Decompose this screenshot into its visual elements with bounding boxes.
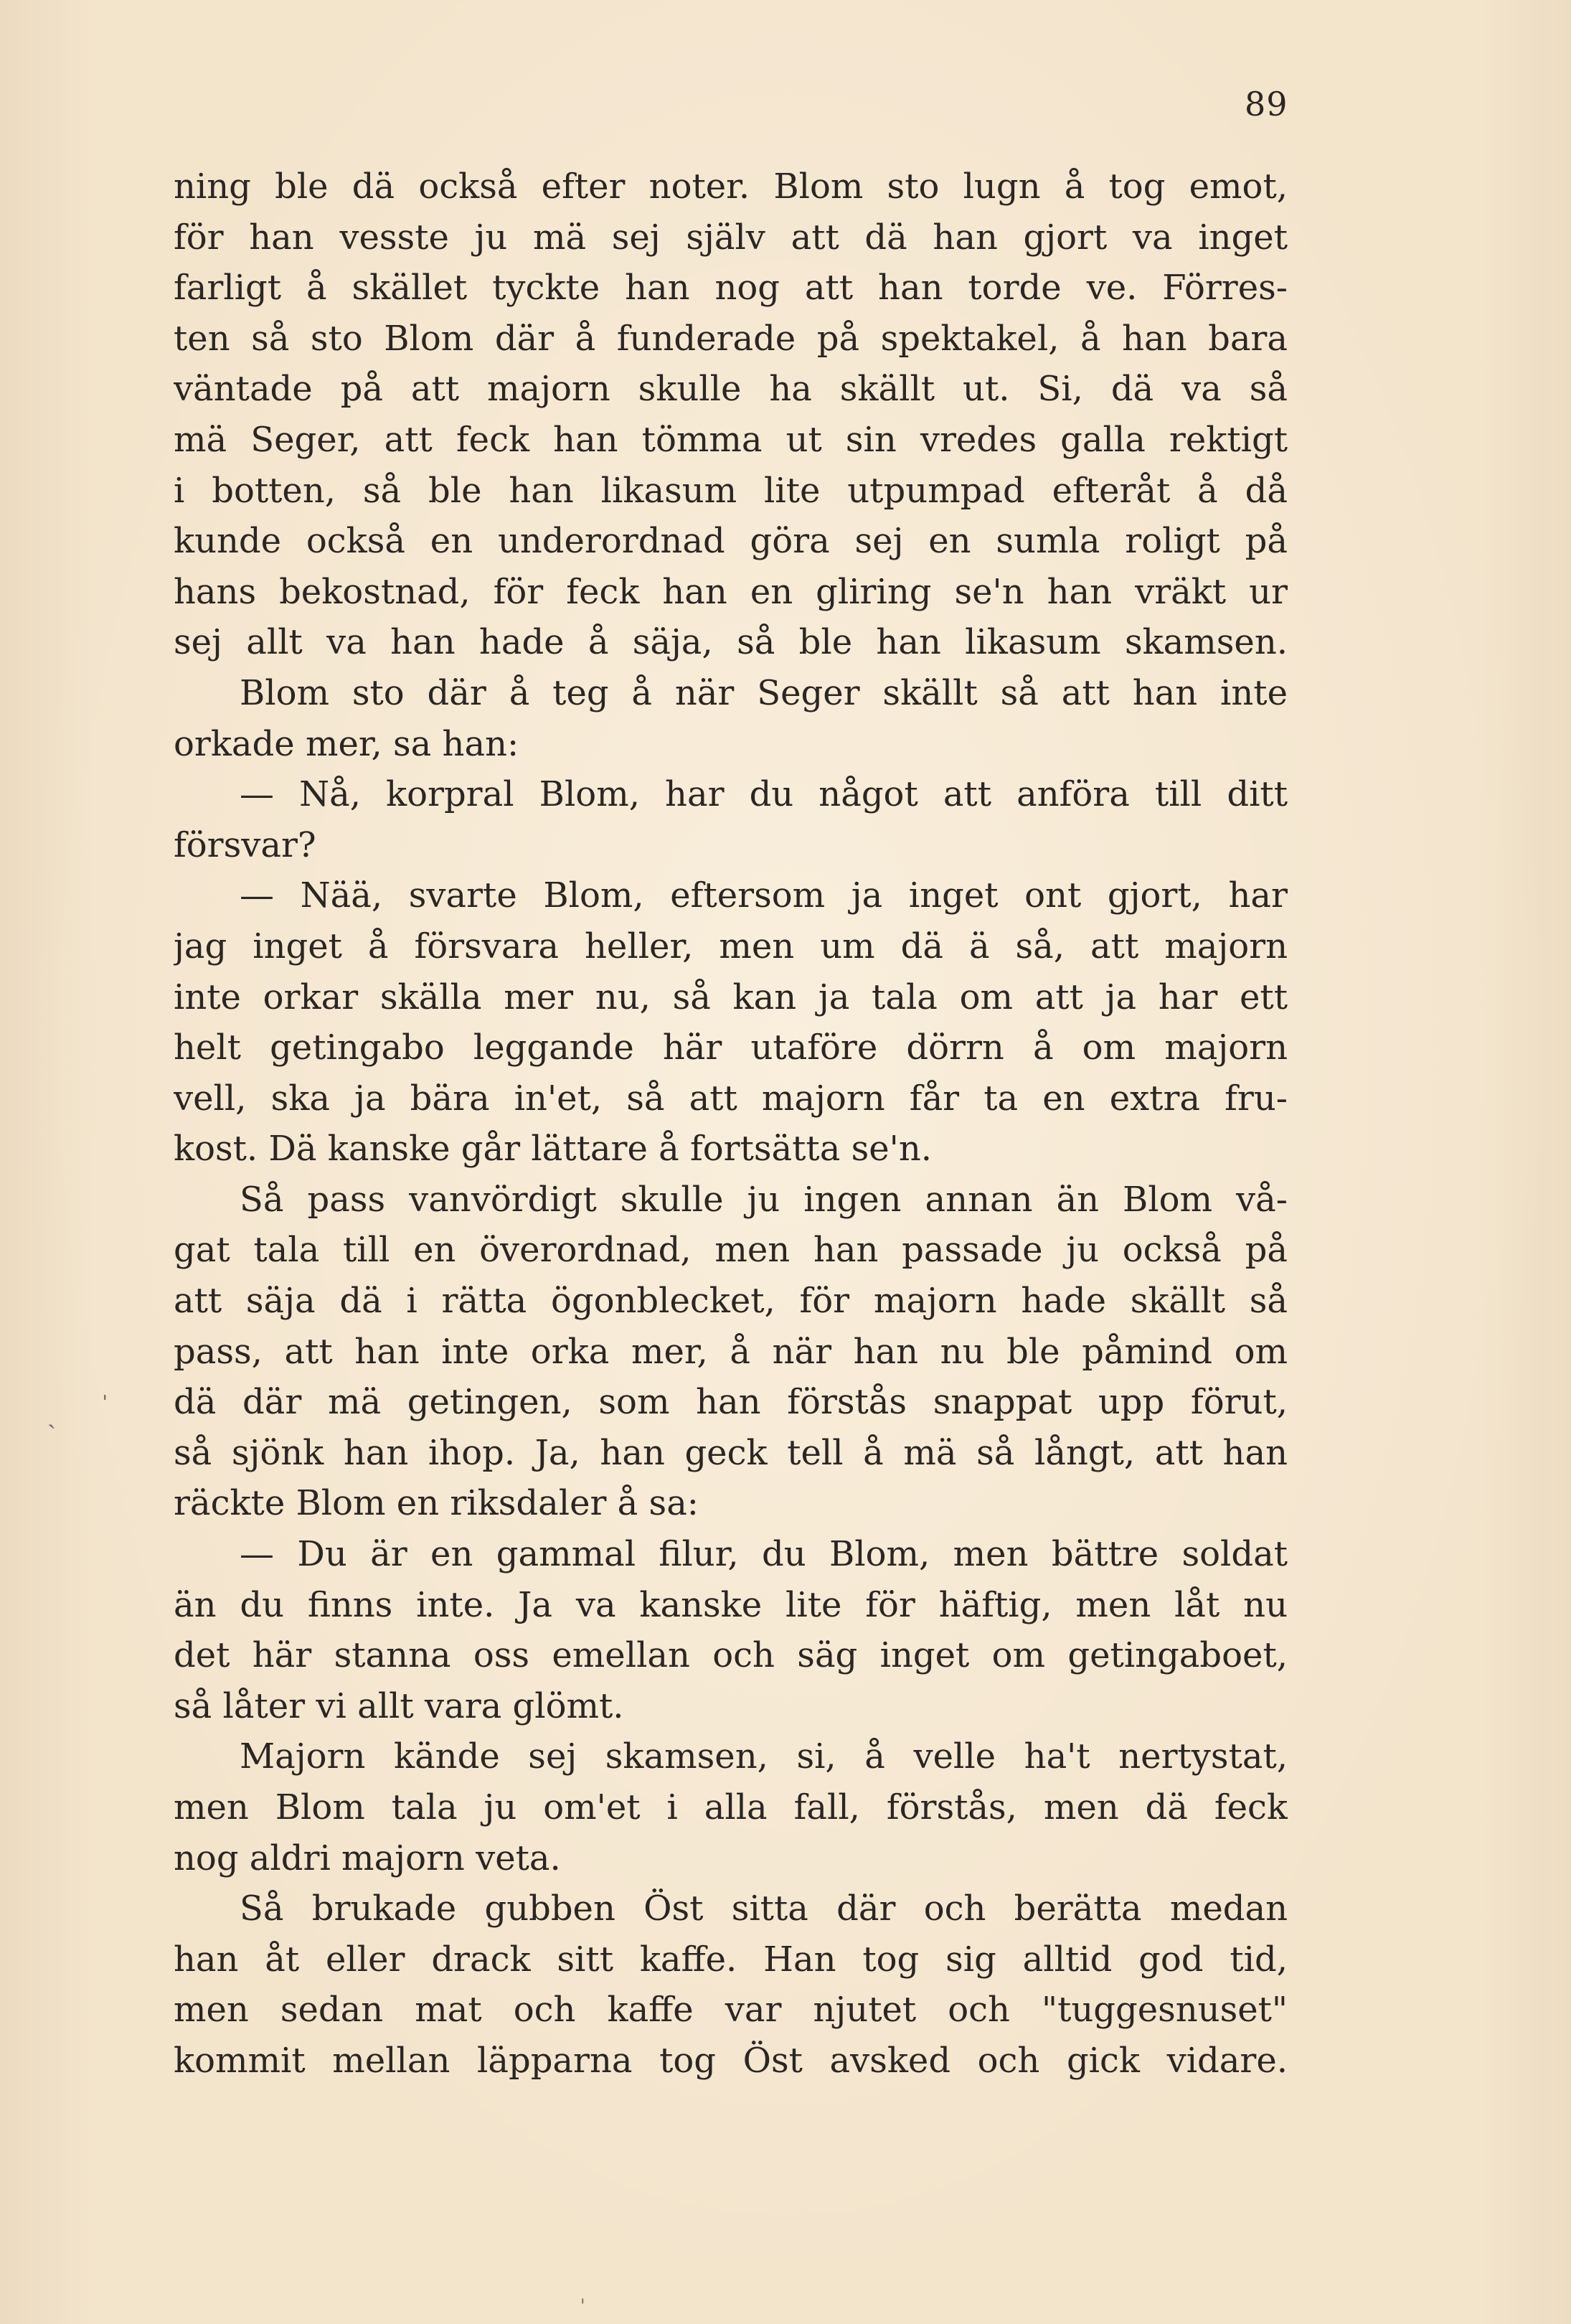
text-line: så sjönk han ihop. Ja, han geck tell å mä så långt, att han [174,1432,1288,1473]
text-line: pass, att han inte orka mer, å när han nu ble påmind om [174,1331,1288,1372]
text-line: kost. Dä kanske går lättare å fortsätta se'n. [174,1129,932,1170]
text-line: så låter vi allt vara glömt. [174,1685,624,1726]
text-line: Så pass vanvördigt skulle ju ingen annan än Blom vå- [240,1179,1288,1220]
ink-speck-mark: ˈ [102,1392,108,1417]
text-line: farligt å skället tyckte han nog att han torde ve. Förres- [174,268,1288,309]
text-line: orkade mer, sa han: [174,723,519,764]
text-line: Majorn kände sej skamsen, si, å velle ha't nertystat, [240,1736,1288,1777]
ink-speck-mark: ˌ [580,2282,586,2307]
body-text [174,161,1288,2087]
text-line: Så brukade gubben Öst sitta där och berätta medan [240,1888,1288,1929]
text-line: Blom sto där å teg å när Seger skällt så att han inte [240,672,1288,713]
text-line: för han vesste ju mä sej själv att dä han gjort va inget [174,217,1288,258]
text-line: — Nå, korpral Blom, har du något att anföra till ditt [240,774,1288,815]
text-line: jag inget å försvara heller, men um dä ä så, att majorn [174,926,1288,966]
text-line: nog aldri majorn veta. [174,1838,561,1878]
text-line: det här stanna oss emellan och säg inget om getingaboet, [174,1635,1288,1676]
text-line: — Nää, svarte Blom, eftersom ja inget ont gjort, har [240,875,1288,916]
text-line: men sedan mat och kaffe var njutet och "tuggesnuset" [174,1990,1288,2031]
text-line: försvar? [174,824,316,865]
text-line: kunde också en underordnad göra sej en sumla roligt på [174,521,1288,562]
page-number: 89 [1245,85,1288,123]
text-line: hans bekostnad, för feck han en gliring se'n han vräkt ur [174,571,1288,612]
text-line: — Du är en gammal filur, du Blom, men bättre soldat [240,1534,1288,1575]
text-line: kommit mellan läpparna tog Öst avsked och gick vidare. [174,2040,1288,2081]
text-line: sej allt va han hade å säja, så ble han likasum skamsen. [174,622,1288,663]
text-line: ten så sto Blom där å funderade på spektakel, å han bara [174,318,1288,359]
text-line: än du finns inte. Ja va kanske lite för häftig, men låt nu [174,1584,1288,1625]
text-line: väntade på att majorn skulle ha skällt ut. Si, dä va så [174,369,1288,410]
text-line: men Blom tala ju om'et i alla fall, förstås, men dä feck [174,1787,1288,1827]
text-line: han åt eller drack sitt kaffe. Han tog sig alltid god tid, [174,1939,1288,1980]
text-line: ning ble dä också efter noter. Blom sto lugn å tog emot, [174,166,1288,207]
text-line: vell, ska ja bära in'et, så att majorn får ta en extra fru- [174,1078,1288,1119]
text-line: helt getingabo leggande här utaföre dörrn å om majorn [174,1027,1288,1068]
ink-speck-mark: ˏ [47,1400,56,1429]
text-line: i botten, så ble han likasum lite utpumpad efteråt å då [174,470,1288,511]
text-line: dä där mä getingen, som han förstås snappat upp förut, [174,1382,1288,1423]
text-line: mä Seger, att feck han tömma ut sin vredes galla rektigt [174,419,1288,460]
text-line: att säja dä i rätta ögonblecket, för majorn hade skällt så [174,1281,1288,1322]
text-line: inte orkar skälla mer nu, så kan ja tala om att ja har ett [174,977,1288,1017]
text-line: gat tala till en överordnad, men han passade ju också på [174,1230,1288,1271]
text-line: räckte Blom en riksdaler å sa: [174,1483,699,1524]
